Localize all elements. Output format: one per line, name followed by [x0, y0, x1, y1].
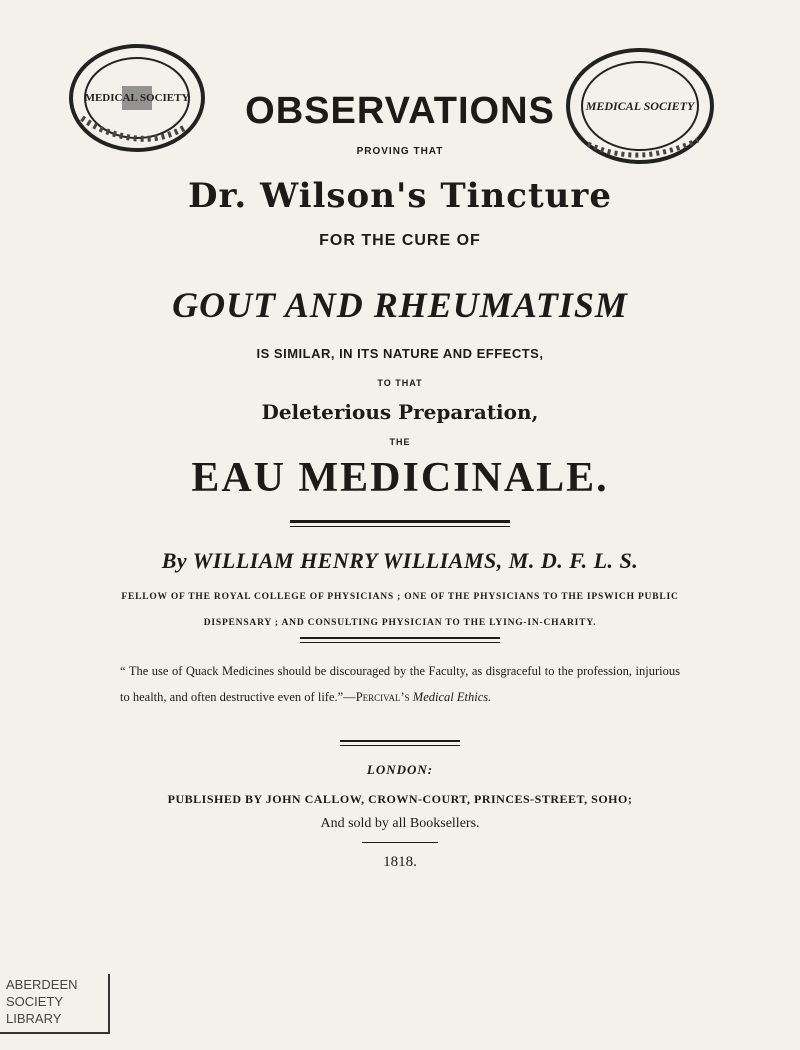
- epigraph-quote: [120, 658, 680, 710]
- double-rule-top-thin: [290, 526, 510, 527]
- rule-mid-thin: [300, 642, 500, 643]
- library-label-line3: LIBRARY: [6, 1011, 62, 1026]
- author-byline: By WILLIAM HENRY WILLIAMS, M. D. F. L. S.: [161, 548, 639, 573]
- title-to-that: TO THAT: [377, 378, 423, 388]
- title-deleterious: Deleterious Preparation,: [261, 400, 539, 424]
- title-observations: OBSERVATIONS: [245, 90, 555, 132]
- imprint-year: 1818.: [383, 854, 417, 870]
- quote-attribution: Percival’s: [355, 690, 410, 704]
- rule-mid: [300, 637, 500, 639]
- library-label: [0, 974, 110, 1034]
- title-for-cure: FOR THE CURE OF: [319, 232, 481, 249]
- stamp-left-text: MEDICAL SOCIETY: [84, 92, 190, 104]
- title-proving-that: PROVING THAT: [356, 146, 444, 157]
- quote-text: “ The use of Quack Medicines should be discouraged by the Faculty, as disgraceful to the profession, injurious to health, and often destructive even of life.”—: [120, 664, 680, 704]
- title-disease: GOUT AND RHEUMATISM: [172, 285, 628, 325]
- imprint-sold: And sold by all Booksellers.: [320, 816, 480, 831]
- rule-lower-thin: [340, 745, 460, 746]
- rule-year: [362, 842, 438, 843]
- title-eau-medicinale: EAU MEDICINALE.: [191, 455, 609, 501]
- library-label-line1: ABERDEEN: [6, 977, 78, 992]
- imprint-city: LONDON:: [366, 762, 434, 777]
- title-similar: IS SIMILAR, IN ITS NATURE AND EFFECTS,: [256, 346, 544, 361]
- double-rule-top: [290, 520, 510, 523]
- title-the: THE: [389, 437, 411, 447]
- library-label-line2: SOCIETY: [6, 994, 64, 1009]
- quote-work: Medical Ethics.: [412, 690, 492, 704]
- stamp-right-text: MEDICAL SOCIETY: [585, 99, 695, 113]
- rule-lower: [340, 740, 460, 742]
- imprint-publisher: PUBLISHED BY JOHN CALLOW, CROWN-COURT, PRINCES-STREET, SOHO;: [167, 792, 633, 806]
- title-tincture: Dr. Wilson's Tincture: [188, 176, 612, 216]
- author-credentials: FELLOW OF THE ROYAL COLLEGE OF PHYSICIANS ; ONE OF THE PHYSICIANS TO THE IPSWICH PUBLIC DISPENSARY ; AND CONSULTING PHYSICIAN TO THE LYING-IN-CHARITY.: [121, 592, 679, 628]
